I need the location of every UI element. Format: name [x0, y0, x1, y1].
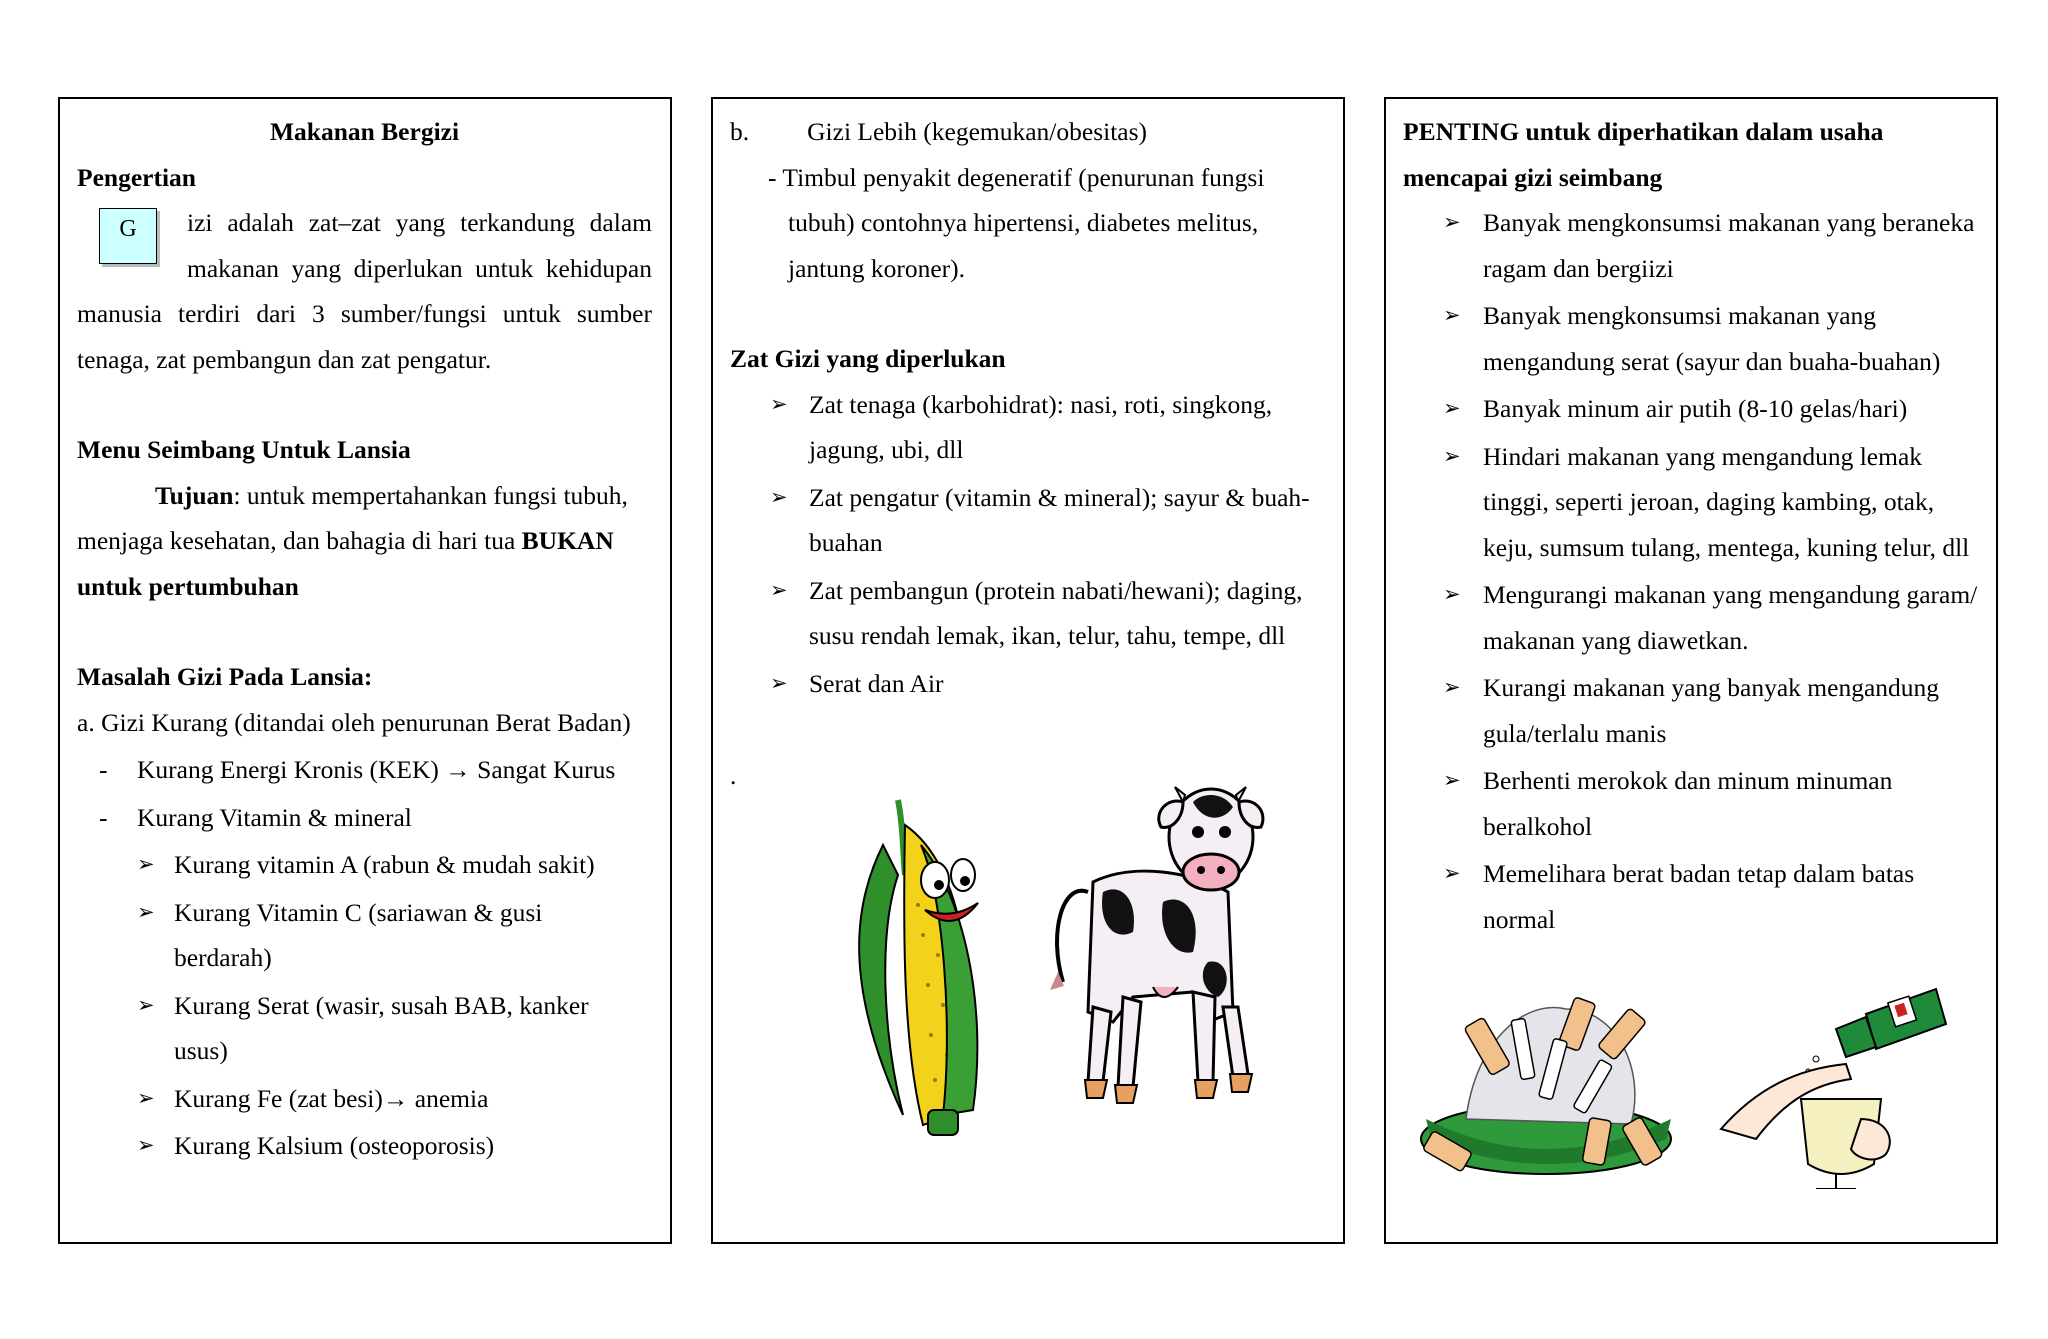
menu-heading: Menu Seimbang Untuk Lansia	[77, 435, 411, 464]
bullet-arrow-icon: ➢	[1443, 582, 1461, 606]
list-item: ➢ Kurangi makanan yang banyak mengandung gula/terlalu manis	[1403, 665, 1978, 756]
list-item: ➢ Zat tenaga (karbohidrat): nasi, roti, singkong, jagung, ubi, dll	[730, 382, 1325, 473]
list-item: ➢ Hindari makanan yang mengandung lemak tinggi, seperti jeroan, daging kambing, otak, keju, sumsum tulang, mentega, kuning telur, dll	[1403, 434, 1978, 571]
masalah-heading: Masalah Gizi Pada Lansia:	[77, 662, 373, 691]
ashtray-illustration	[1416, 979, 1686, 1189]
list-item: ➢ Kurang Vitamin C (sariawan & gusi berdarah)	[77, 890, 652, 981]
dropcap-box: G	[99, 208, 157, 264]
gizi-kurang-line: a. Gizi Kurang (ditandai oleh penurunan Berat Badan)	[77, 707, 631, 737]
bullet-arrow-icon: ➢	[137, 1085, 155, 1110]
list-item: ➢ Kurang Serat (wasir, susah BAB, kanker usus)	[77, 983, 652, 1074]
panel-left	[58, 97, 672, 1244]
list-item: ➢ Banyak mengkonsumsi makanan yang beraneka ragam dan bergiizi	[1403, 200, 1978, 291]
bullet-arrow-icon: ➢	[1443, 675, 1461, 699]
list-item: ➢ Serat dan Air	[730, 661, 1325, 707]
list-item: ➢ Kurang Kalsium (osteoporosis)	[77, 1123, 652, 1169]
tujuan-paragraph	[77, 473, 652, 610]
bullet-arrow-icon: ➢	[137, 899, 155, 924]
bullet-arrow-icon: ➢	[770, 391, 788, 416]
bullet-arrow-icon: ➢	[1443, 303, 1461, 327]
cow-illustration	[1043, 782, 1283, 1122]
list-item: ➢ Berhenti merokok dan minum minuman beralkohol	[1403, 758, 1978, 849]
list-item: - Kurang Energi Kronis (KEK) → Sangat Kurus	[99, 755, 616, 784]
arrow-icon: →	[382, 1083, 409, 1113]
bullet-arrow-icon: ➢	[1443, 396, 1461, 420]
panel-title: Makanan Bergizi	[269, 117, 460, 146]
bullet-arrow-icon: ➢	[137, 1133, 155, 1157]
bullet-arrow-icon: ➢	[1443, 768, 1461, 792]
bottle-glass-illustration	[1716, 969, 1976, 1189]
pengertian-text: izi adalah zat–zat yang terkandung dalam makanan yang diperlukan untuk kehidupan manusia terdiri dari 3 sumber/fungsi untuk sumber tenaga, zat pembangun dan zat pengatur.	[77, 208, 652, 374]
panel-right	[1384, 97, 1998, 1244]
bullet-arrow-icon: ➢	[1443, 210, 1461, 234]
list-item: - Kurang Vitamin & mineral	[99, 802, 412, 832]
gizi-lebih-detail: - Timbul penyakit degeneratif (penurunan fungsi tubuh) contohnya hipertensi, diabetes melitus, jantung koroner).	[768, 162, 1265, 283]
bullet-arrow-icon: ➢	[770, 577, 788, 602]
list-item: ➢ Kurang vitamin A (rabun & mudah sakit)	[77, 842, 652, 888]
gizi-lebih-line: b. Gizi Lebih (kegemukan/obesitas)	[730, 117, 1148, 146]
penting-heading: PENTING untuk diperhatikan dalam usaha mencapai gizi seimbang	[1403, 117, 1884, 192]
list-item: ➢ Memelihara berat badan tetap dalam batas normal	[1403, 851, 1978, 942]
bullet-arrow-icon: ➢	[770, 670, 788, 695]
list-item: ➢ Zat pengatur (vitamin & mineral); sayur & buah-buahan	[730, 475, 1325, 566]
list-item: ➢ Zat pembangun (protein nabati/hewani); daging, susu rendah lemak, ikan, telur, tahu, tempe, dll	[730, 568, 1325, 659]
bullet-arrow-icon: ➢	[1443, 443, 1461, 468]
bullet-arrow-icon: ➢	[137, 992, 155, 1017]
zat-heading: Zat Gizi yang diperlukan	[730, 344, 1006, 373]
panel-middle	[711, 97, 1345, 1244]
bullet-arrow-icon: ➢	[1443, 861, 1461, 885]
list-item: ➢ Banyak mengkonsumsi makanan yang mengandung serat (sayur dan buaha-buahan)	[1403, 293, 1978, 384]
tujuan-label: Tujuan	[155, 480, 234, 510]
list-item: ➢ Banyak minum air putih (8-10 gelas/hari)	[1403, 386, 1978, 432]
corn-illustration	[843, 785, 993, 1145]
list-item: ➢ Kurang Fe (zat besi)→ anemia	[77, 1076, 652, 1122]
pengertian-heading: Pengertian	[77, 162, 196, 192]
stray-dot: .	[730, 761, 737, 790]
bullet-arrow-icon: ➢	[770, 484, 788, 509]
tujuan-bold: BUKAN untuk pertumbuhan	[77, 526, 614, 601]
bullet-arrow-icon: ➢	[137, 852, 155, 876]
pengertian-paragraph	[77, 200, 652, 382]
list-item: ➢ Mengurangi makanan yang mengandung garam/ makanan yang diawetkan.	[1403, 572, 1978, 663]
tujuan-text: : untuk mempertahankan fungsi tubuh, menjaga kesehatan, dan bahagia di hari tua	[77, 480, 628, 555]
arrow-icon: →	[445, 755, 471, 784]
